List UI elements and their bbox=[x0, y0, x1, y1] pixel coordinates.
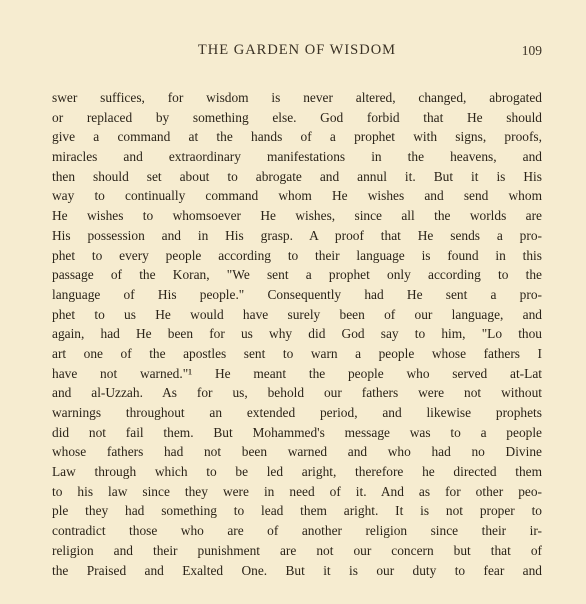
text-line: and al-Uzzah. As for us, behold our fathers were not without bbox=[52, 385, 542, 401]
text-line: miracles and extraordinary manifestations in the heavens, and bbox=[52, 149, 542, 165]
text-line: contradict those who are of another religion since their ir- bbox=[52, 523, 542, 539]
text-line: religion and their punishment are not our concern but that of bbox=[52, 542, 542, 558]
text-line: swer suffices, for wisdom is never altered, changed, abrogated bbox=[52, 90, 542, 105]
text-line: give a command at the hands of a prophet with signs, proofs, bbox=[52, 129, 542, 145]
text-line: phet to every people according to their language is found in this bbox=[52, 247, 542, 263]
text-line: He wishes to whomsoever He wishes, since all the worlds are bbox=[52, 208, 542, 224]
running-title: THE GARDEN OF WISDOM bbox=[197, 42, 397, 58]
text-line: or replaced by something else. God forbid that He should bbox=[52, 109, 542, 125]
text-line: whose fathers had not been warned and who had no Divine bbox=[52, 444, 542, 460]
text-line: passage of the Koran, "We sent a prophet only according to the bbox=[52, 267, 542, 283]
text-line: to his law since they were in need of it. And as for other peo- bbox=[52, 483, 542, 499]
body-text bbox=[52, 88, 542, 580]
text-line: then should set about to abrogate and annul it. But it is His bbox=[52, 168, 542, 184]
running-head bbox=[52, 42, 542, 62]
text-line: art one of the apostles sent to warn a people whose fathers I bbox=[52, 345, 542, 361]
text-line: have not warned."¹ He meant the people who served at-Lat bbox=[52, 365, 542, 381]
text-line: the Praised and Exalted One. But it is our duty to fear and bbox=[52, 562, 542, 578]
text-line: His possession and in His grasp. A proof that He sends a pro- bbox=[52, 227, 542, 243]
text-line: ple they had something to lead them aright. It is not proper to bbox=[52, 503, 542, 519]
text-line: phet to us He would have surely been of our language, and bbox=[52, 306, 542, 322]
text-line: way to continually command whom He wishes and send whom bbox=[52, 188, 542, 204]
text-line: language of His people." Consequently had He sent a pro- bbox=[52, 286, 542, 302]
text-line: again, had He been for us why did God say to him, "Lo thou bbox=[52, 326, 542, 342]
text-line: Law through which to be led aright, therefore he directed them bbox=[52, 464, 542, 480]
text-line: warnings throughout an extended period, and likewise prophets bbox=[52, 405, 542, 420]
text-line: did not fail them. But Mohammed's message was to a people bbox=[52, 424, 542, 440]
page-number: 109 bbox=[521, 43, 542, 58]
